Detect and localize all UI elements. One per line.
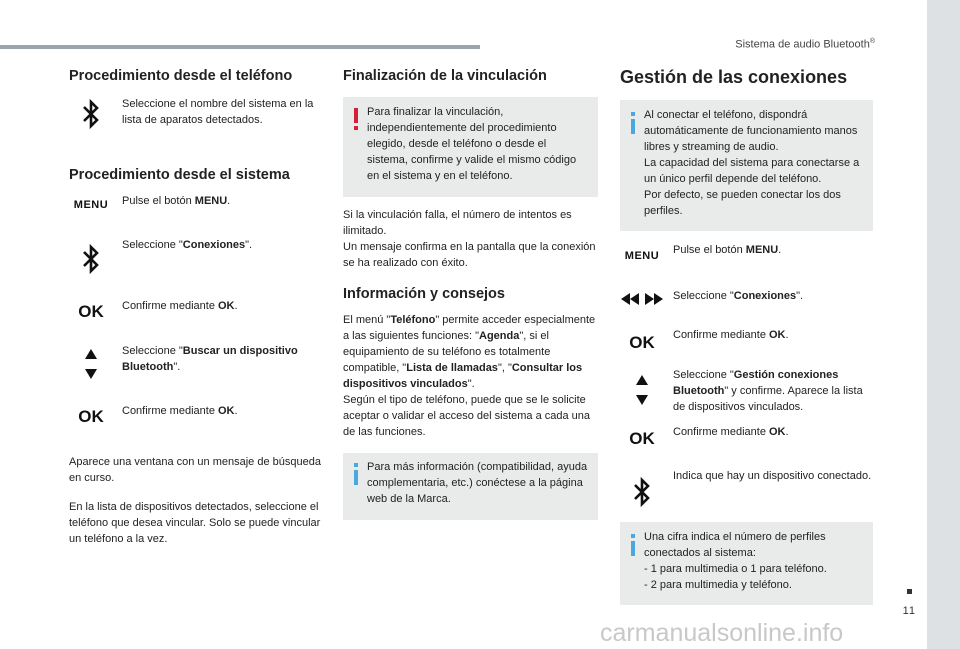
heading-from-system: Procedimiento desde el sistema (69, 167, 290, 183)
heading-info-tips: Información y consejos (343, 286, 505, 302)
info-icon (353, 463, 359, 490)
paragraph-phone-menu: El menú "Teléfono" permite acceder especialmente a las siguientes funciones: "Agenda", si el equipamiento de su teléfono es totalmente compatible, "Lista de llamadas", "Consultar los dispositivos vinculados". Según el tipo de teléfono, puede que se le solicite aceptar o validar el acceso del sistema a cada una de las funciones. (343, 314, 596, 438)
ok-button-icon: OK (629, 333, 655, 352)
up-down-arrows-icon (69, 347, 113, 386)
bluetooth-icon (69, 243, 113, 280)
info-box-more: Para más información (compatibilidad, ayuda complementaria, etc.) conéctese a la página web de la Marca. (343, 453, 598, 520)
paragraph-attempts: Si la vinculación falla, el número de intentos es ilimitado. (343, 209, 572, 237)
info-icon (630, 112, 636, 139)
watermark: carmanualsonline.info (600, 619, 844, 647)
paragraph-success: Un mensaje confirma en la pantalla que la conexión se ha realizado con éxito. (343, 241, 596, 269)
header-rule (0, 45, 480, 49)
ok-button-icon: OK (78, 302, 104, 321)
left-right-arrows-icon (620, 292, 664, 311)
page-marker (907, 589, 912, 594)
ok-button-icon: OK (629, 429, 655, 448)
info-box-profiles: Una cifra indica el número de perfiles conectados al sistema: - 1 para multimedia o 1 para teléfono. - 2 para multimedia y teléfono. (620, 522, 873, 605)
page-edge-tab (927, 0, 960, 649)
info-box-connection: Al conectar el teléfono, dispondrá automáticamente de funcionamiento manos libres y streaming de audio. La capacidad del sistema para conectarse a un único perfil depende del teléfono. Por defecto, se pueden conectar los dos perfiles. (620, 100, 873, 231)
warning-box: Para finalizar la vinculación, independientemente del procedimiento elegido, desde el teléfono o desde el sistema, confirme y valide el mismo código en el sistema y en el teléfono. (343, 97, 598, 197)
warning-exclamation-icon (352, 108, 360, 135)
bluetooth-icon (620, 476, 664, 513)
menu-button-icon: MENU (624, 250, 660, 262)
page-number: 11 (902, 605, 916, 617)
heading-manage-connections: Gestión de las conexiones (620, 67, 848, 87)
running-header: Sistema de audio Bluetooth® (735, 38, 875, 51)
paragraph-select-phone: En la lista de dispositivos detectados, seleccione el teléfono que desea vincular. Solo se puede vincular un teléfono a la vez. (69, 501, 321, 545)
bluetooth-icon (69, 98, 113, 135)
menu-button-icon: MENU (73, 199, 109, 211)
up-down-arrows-icon (620, 373, 664, 412)
paragraph-search-window: Aparece una ventana con un mensaje de búsqueda en curso. (69, 456, 321, 484)
heading-from-phone: Procedimiento desde el teléfono (69, 68, 293, 84)
ok-button-icon: OK (78, 407, 104, 426)
heading-finalize-pairing: Finalización de la vinculación (343, 68, 547, 84)
info-icon (630, 534, 636, 561)
